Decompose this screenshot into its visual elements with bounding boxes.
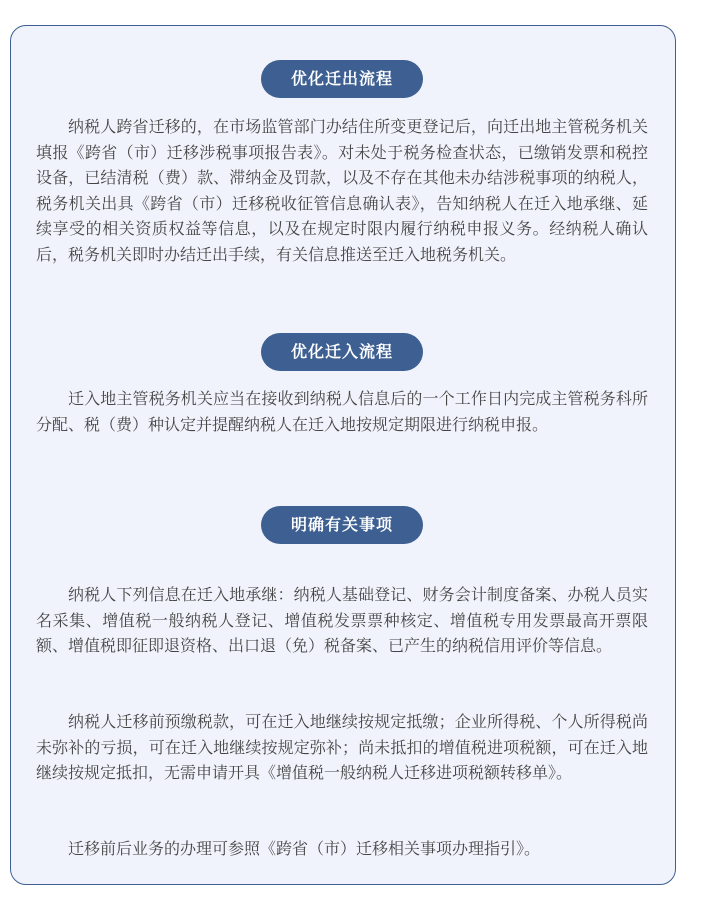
paragraph-inherited-info: 纳税人下列信息在迁入地承继：纳税人基础登记、财务会计制度备案、办税人员实名采集、增值税一般纳税人登记、增值税发票票种核定、增值税专用发票最高开票限额、增值税即征即退资格、出口退（免）税备案、已产生的纳税信用评价等信息。 — [36, 585, 648, 655]
paragraph-prepaid-tax: 纳税人迁移前预缴税款，可在迁入地继续按规定抵缴；企业所得税、个人所得税尚未弥补的亏损，可在迁入地继续按规定弥补；尚未抵扣的增值税进项税额，可在迁入地继续按规定抵扣，无需申请开具《增值税一般纳税人迁移进项税额转移单》。 — [36, 712, 648, 782]
content-card — [10, 25, 676, 885]
section-heading-matters: 明确有关事项 — [261, 506, 423, 544]
section-heading-immigration: 优化迁入流程 — [261, 333, 423, 371]
section-heading-emigration: 优化迁出流程 — [261, 60, 423, 98]
paragraph-immigration: 迁入地主管税务机关应当在接收到纳税人信息后的一个工作日内完成主管税务科所分配、税（费）种认定并提醒纳税人在迁入地按规定期限进行纳税申报。 — [36, 389, 648, 434]
paragraph-guide-reference: 迁移前后业务的办理可参照《跨省（市）迁移相关事项办理指引》。 — [68, 839, 541, 858]
paragraph-emigration: 纳税人跨省迁移的，在市场监管部门办结住所变更登记后，向迁出地主管税务机关填报《跨省（市）迁移涉税事项报告表》。对未处于税务检查状态，已缴销发票和税控设备，已结清税（费）款、滞纳金及罚款，以及不存在其他未办结涉税事项的纳税人，税务机关出具《跨省（市）迁移税收征管信息确认表》，告知纳税人在迁入地承继、延续享受的相关资质权益等信息，以及在规定时限内履行纳税申报义务。经纳税人确认后，税务机关即时办结迁出手续，有关信息推送至迁入地税务机关。 — [36, 117, 648, 264]
